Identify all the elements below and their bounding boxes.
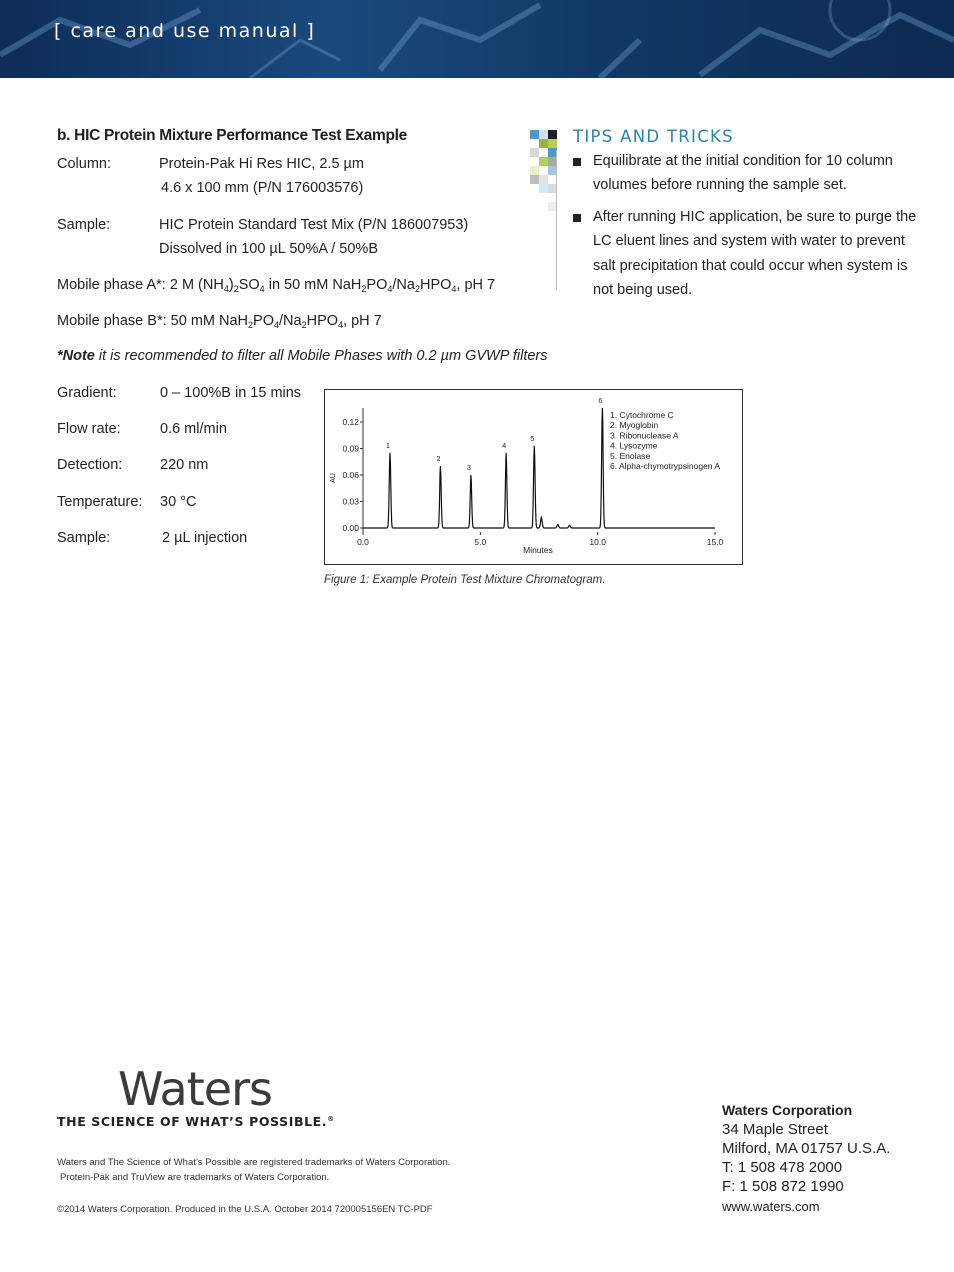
tip2-line4: not being used.	[593, 282, 693, 298]
trademark-line2: Protein-Pak and TruView are trademarks of Waters Corporation.	[60, 1172, 330, 1183]
section-heading: b. HIC Protein Mixture Performance Test Example	[57, 127, 407, 144]
copyright: ©2014 Waters Corporation. Produced in the U.S.A. October 2014 720005156EN TC-PDF	[57, 1204, 433, 1215]
tip1-line2: volumes before running the sample set.	[593, 177, 847, 193]
y-tick-label: 0.00	[342, 523, 359, 533]
detection-value: 220 nm	[160, 457, 209, 473]
peak-label-2: 2	[436, 456, 441, 464]
detection-label: Detection:	[57, 457, 123, 473]
flow-rate-label: Flow rate:	[57, 421, 121, 437]
temperature-value: 30 °C	[160, 494, 197, 510]
note-text: it is recommended to filter all Mobile Phases with 0.2 µm GVWP filters	[94, 348, 548, 364]
gradient-label: Gradient:	[57, 385, 117, 401]
legend-entry: 5. Enolase	[610, 450, 651, 461]
y-tick-label: 0.09	[342, 443, 359, 454]
website-link[interactable]: www.waters.com	[722, 1199, 820, 1214]
tip1-line1: Equilibrate at the initial condition for 10 column	[593, 153, 893, 169]
peak-label-4: 4	[502, 442, 507, 450]
corp-name: Waters Corporation	[722, 1102, 853, 1118]
peak-label-5: 5	[530, 435, 535, 443]
bullet-icon	[573, 158, 581, 166]
chromatogram-chart	[324, 389, 743, 565]
x-tick-label: 5.0	[474, 537, 487, 547]
legend-entry: 3. Ribonuclease A	[610, 430, 679, 441]
sample-label: Sample:	[57, 217, 111, 233]
fax: F: 1 508 872 1990	[722, 1178, 844, 1195]
peak-label-6: 6	[598, 398, 603, 405]
bullet-icon	[573, 214, 581, 222]
injection-label: Sample:	[57, 530, 111, 546]
legend-entry: 4. Lysozyme	[610, 440, 658, 451]
figure-caption: Figure 1: Example Protein Test Mixture Chromatogram.	[324, 574, 606, 586]
mobile-phase-b-value: 50 mM $NaH_2PO_4/Na_2HPO_4$, pH 7	[170, 313, 382, 330]
tips-divider	[556, 150, 557, 290]
legend-entry: 2. Myoglobin	[610, 420, 659, 431]
tips-pixel-graphic	[530, 130, 558, 220]
sample-value-line1: HIC Protein Standard Test Mix (P/N 186007953)	[159, 217, 469, 233]
y-tick-label: 0.12	[342, 417, 359, 427]
tip2-line1: After running HIC application, be sure to purge the	[593, 209, 917, 225]
tips-heading: TIPS AND TRICKS	[573, 127, 734, 146]
waters-logo: Waters	[118, 1062, 272, 1116]
column-value-line2: 4.6 x 100 mm (P/N 176003576)	[161, 180, 364, 196]
trademark-line1: Waters and The Science of What’s Possible are registered trademarks of Waters Corporation.	[57, 1157, 451, 1168]
phone: T: 1 508 478 2000	[722, 1159, 843, 1176]
injection-value: 2 µL injection	[162, 530, 248, 546]
sample-value-line2: Dissolved in 100 µL 50%A / 50%B	[159, 241, 379, 257]
address-line1: 34 Maple Street	[722, 1121, 828, 1138]
filter-note	[57, 348, 548, 364]
x-tick-label: 0.0	[357, 537, 369, 547]
manual-title: [ care and use manual ]	[54, 20, 316, 42]
mobile-phase-b	[57, 313, 382, 330]
mobile-phase-a	[57, 277, 495, 294]
mobile-phase-a-label: Mobile phase A*:	[57, 277, 166, 293]
y-tick-label: 0.06	[342, 470, 359, 480]
chromatogram-svg	[325, 390, 744, 566]
legend-entry: 6. Alpha-chymotrypsinogen A	[610, 461, 721, 471]
address-line2: Milford, MA 01757 U.S.A.	[722, 1140, 891, 1157]
tip2-line2: LC eluent lines and system with water to prevent	[593, 233, 905, 249]
legend-entry: 1. Cytochrome C	[610, 410, 674, 420]
flow-rate-value: 0.6 ml/min	[160, 421, 227, 437]
mobile-phase-a-value: 2 M $(NH_4)_2SO_4$ in 50 mM $NaH_2PO_4/Na_2HPO_4$, pH 7	[169, 277, 496, 294]
y-axis-label: AU	[330, 473, 337, 483]
y-tick-label: 0.03	[342, 496, 359, 507]
x-tick-label: 10.0	[589, 537, 606, 547]
note-label: *Note	[57, 348, 95, 364]
peak-label-1: 1	[386, 442, 390, 450]
peak-label-3: 3	[466, 465, 471, 472]
temperature-label: Temperature:	[57, 494, 143, 510]
header-banner	[0, 0, 954, 78]
tagline: THE SCIENCE OF WHAT’S POSSIBLE.®	[57, 1114, 335, 1129]
column-value-line1: Protein-Pak Hi Res HIC, 2.5 µm	[159, 156, 364, 172]
x-axis-label: Minutes	[523, 545, 553, 555]
tip2-line3: salt precipitation that could occur when system is	[593, 258, 908, 274]
gradient-value: 0 – 100%B in 15 mins	[160, 385, 302, 401]
column-label: Column:	[57, 156, 111, 172]
x-tick-label: 15.0	[706, 537, 724, 547]
mobile-phase-b-label: Mobile phase B*:	[57, 313, 167, 329]
